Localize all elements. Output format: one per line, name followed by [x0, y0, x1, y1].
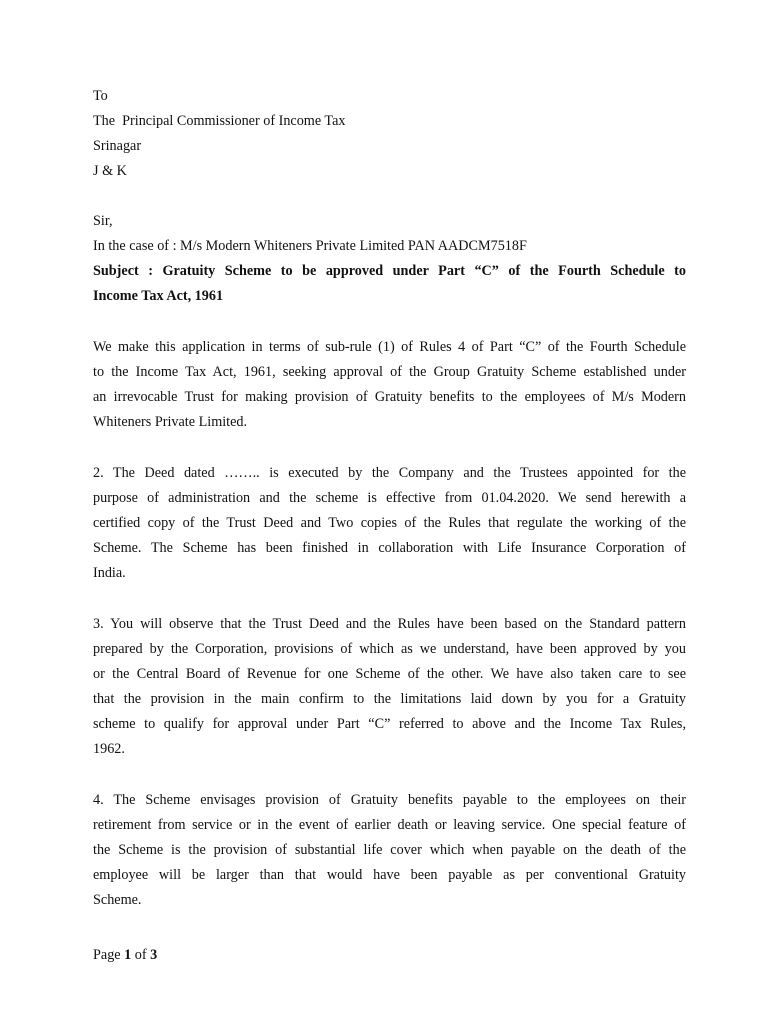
- paragraph-line: retirement from service or in the event of earlier death or leaving service. One special feature of: [93, 817, 686, 834]
- paragraph-line: 2. The Deed dated …….. is executed by the Company and the Trustees appointed for the: [93, 465, 686, 481]
- paragraph-4: [93, 788, 686, 913]
- page-number: 1: [124, 947, 132, 963]
- paragraph-line: India.: [93, 565, 126, 582]
- paragraph-line: Scheme.: [93, 892, 142, 909]
- paragraph-line: 3. You will observe that the Trust Deed and the Rules have been based on the Standard pattern: [93, 616, 686, 632]
- address-state: J & K: [93, 163, 127, 180]
- of-word: of: [131, 947, 151, 963]
- paragraph-line: to the Income Tax Act, 1961, seeking approval of the Group Gratuity Scheme established under: [93, 364, 686, 381]
- paragraph-line: We make this application in terms of sub-rule (1) of Rules 4 of Part “C” of the Fourth Schedule: [93, 339, 686, 355]
- salutation-block: [93, 209, 686, 309]
- paragraph-line: scheme to qualify for approval under Part “C” referred to above and the Income Tax Rules,: [93, 716, 686, 733]
- paragraph-line: purpose of administration and the scheme is effective from 01.04.2020. We send herewith a: [93, 490, 686, 507]
- address-recipient: The Principal Commissioner of Income Tax: [93, 113, 346, 130]
- paragraph-line: Whiteners Private Limited.: [93, 414, 248, 431]
- address-block: [93, 84, 686, 184]
- salutation: Sir,: [93, 213, 113, 229]
- address-city: Srinagar: [93, 138, 142, 155]
- paragraph-line: Scheme. The Scheme has been finished in collaboration with Life Insurance Corporation of: [93, 540, 686, 557]
- paragraph-line: 1962.: [93, 741, 125, 758]
- address-to: To: [93, 88, 108, 104]
- subject-line-1: Subject : Gratuity Scheme to be approved under Part “C” of the Fourth Schedule to: [93, 263, 686, 280]
- page-footer: [93, 943, 157, 968]
- paragraph-3: [93, 612, 686, 763]
- paragraph-line: 4. The Scheme envisages provision of Gratuity benefits payable to the employees on their: [93, 792, 686, 808]
- case-line: In the case of : M/s Modern Whiteners Private Limited PAN AADCM7518F: [93, 238, 527, 255]
- page-total: 3: [150, 947, 158, 963]
- paragraph-line: employee will be larger than that would have been payable as per conventional Gratuity: [93, 867, 686, 884]
- paragraph-line: that the provision in the main confirm to the limitations laid down by you for a Gratuity: [93, 691, 686, 708]
- page-word: Page: [93, 947, 125, 963]
- paragraph-line: or the Central Board of Revenue for one Scheme of the other. We have also taken care to see: [93, 666, 686, 683]
- paragraph-2: [93, 461, 686, 586]
- paragraph-1: [93, 335, 686, 435]
- paragraph-line: an irrevocable Trust for making provision of Gratuity benefits to the employees of M/s Modern: [93, 389, 686, 406]
- paragraph-line: certified copy of the Trust Deed and Two copies of the Rules that regulate the working of the: [93, 515, 686, 532]
- paragraph-line: the Scheme is the provision of substantial life cover which when payable on the death of the: [93, 842, 686, 859]
- subject-line-2: Income Tax Act, 1961: [93, 288, 224, 305]
- paragraph-line: prepared by the Corporation, provisions of which as we understand, have been approved by you: [93, 641, 686, 658]
